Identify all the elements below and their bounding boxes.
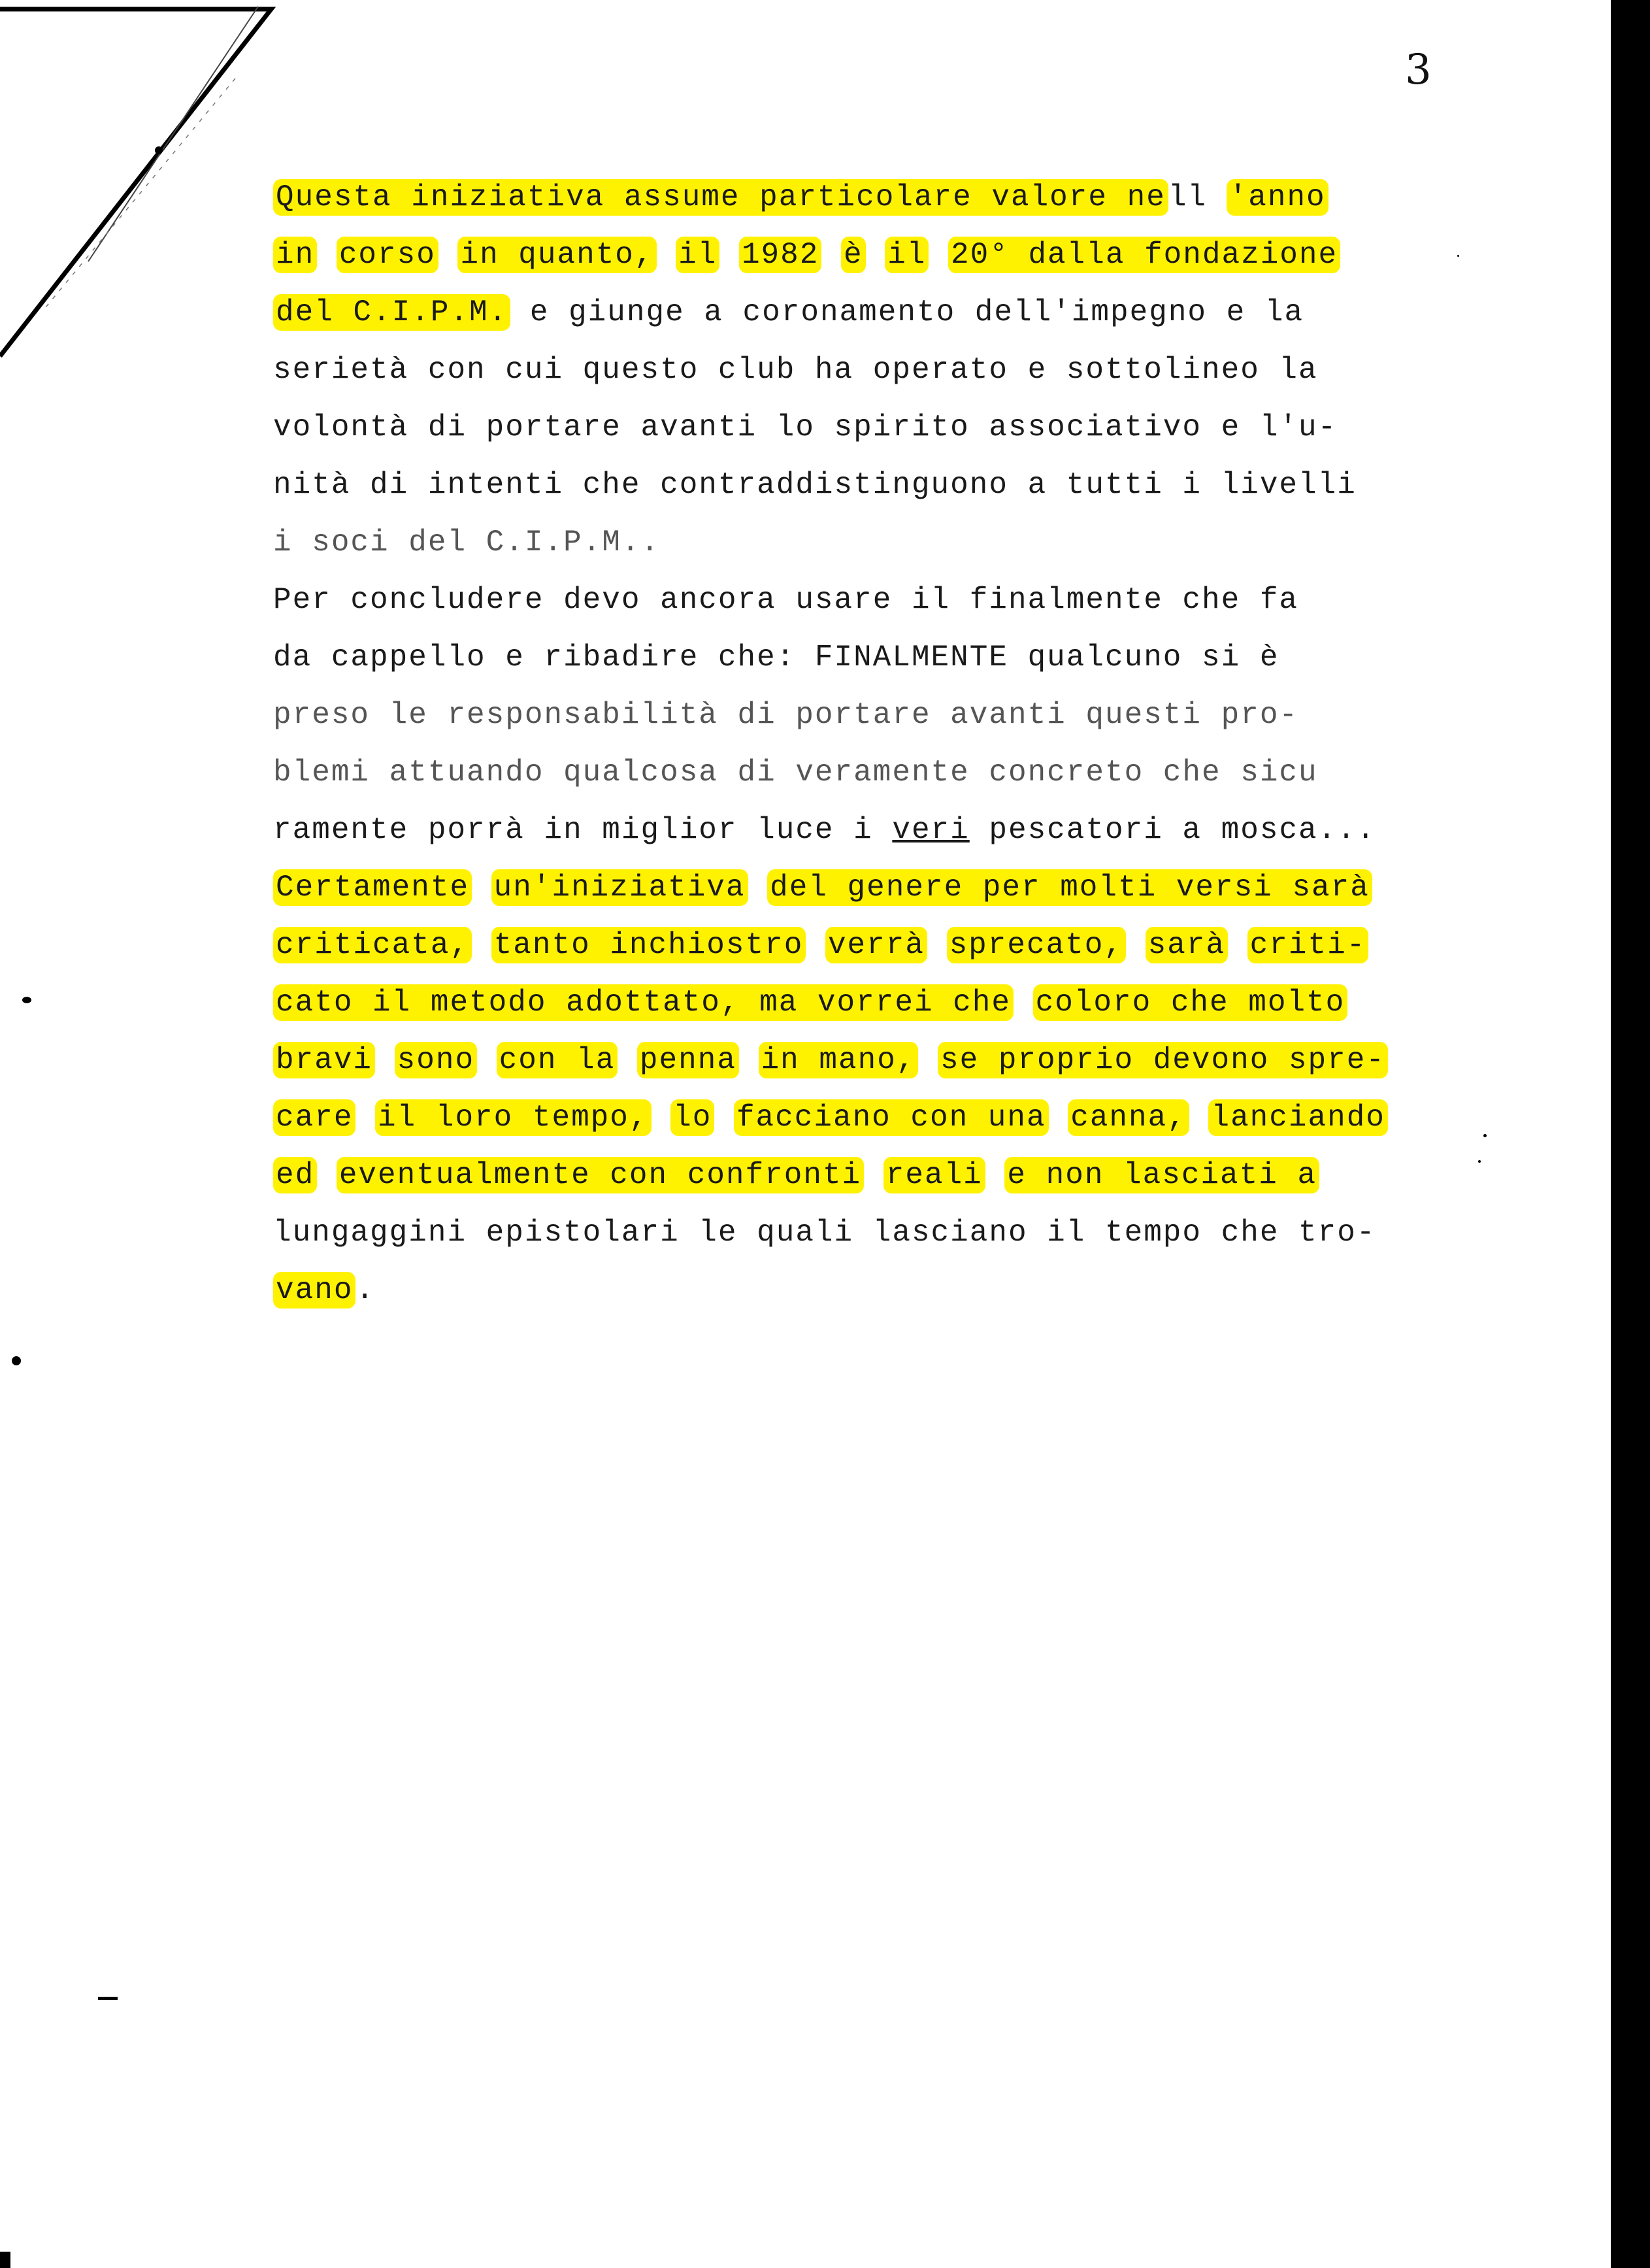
text-line (273, 1031, 1423, 1089)
text-line (273, 399, 1423, 456)
margin-dash (98, 1997, 118, 2000)
highlighted-text: cato il metodo adottato, ma vorrei che (273, 984, 1014, 1021)
text-segment (472, 871, 491, 905)
text-segment (1049, 1101, 1068, 1135)
highlighted-text: sono (395, 1042, 477, 1078)
highlighted-text: penna (637, 1042, 739, 1078)
text-segment (739, 1043, 759, 1077)
text-segment (714, 1101, 734, 1135)
highlighted-text: verrà (825, 927, 927, 963)
text-line (273, 169, 1423, 226)
page-number: 3 (1405, 46, 1432, 94)
highlighted-text: il (676, 237, 719, 273)
text-segment (652, 1101, 671, 1135)
text-line (273, 456, 1423, 514)
highlighted-text: il loro tempo, (375, 1099, 651, 1136)
text-line (273, 571, 1423, 629)
highlighted-text: reali (883, 1157, 985, 1193)
highlighted-text: coloro che molto (1033, 984, 1348, 1021)
highlighted-text: lanciando (1208, 1099, 1387, 1136)
highlighted-text: in mano, (759, 1042, 919, 1078)
text-line (273, 1146, 1423, 1204)
highlighted-text: è (841, 237, 866, 273)
text-segment (1126, 928, 1146, 962)
text-segment: ramente porrà in miglior luce i (273, 813, 893, 847)
highlighted-text: del genere per molti versi sarà (767, 869, 1372, 906)
body-text (273, 169, 1423, 1319)
text-segment: serietà con cui questo club ha operato e sottolineo la (273, 353, 1318, 387)
text-segment (1189, 1101, 1209, 1135)
highlighted-text: del C.I.P.M. (273, 294, 510, 331)
highlighted-text: corso (337, 237, 438, 273)
text-line (273, 284, 1423, 341)
margin-speck (1478, 1160, 1481, 1163)
highlighted-text: lo (670, 1099, 714, 1136)
text-segment (1014, 986, 1033, 1020)
text-segment: volontà di portare avanti lo spirito associativo e l'u- (273, 410, 1338, 444)
scan-edge-right (1611, 0, 1650, 2268)
highlighted-text: e non lasciati a (1004, 1157, 1319, 1193)
text-segment: blemi attuando qualcosa di veramente concreto che sicu (273, 756, 1318, 790)
text-line (273, 226, 1423, 284)
text-line (273, 629, 1423, 686)
highlighted-text: il (885, 237, 929, 273)
highlighted-text: care (273, 1099, 355, 1136)
margin-speck (22, 997, 31, 1003)
highlighted-text: sarà (1146, 927, 1228, 963)
text-segment: ll (1168, 180, 1227, 214)
text-line (273, 686, 1423, 744)
text-segment: preso le responsabilità di portare avanti questi pro- (273, 698, 1299, 732)
text-line (273, 1204, 1423, 1261)
text-segment (864, 1158, 883, 1192)
highlighted-text: vano (273, 1272, 355, 1309)
text-segment: lungaggini epistolari le quali lasciano il tempo che tro- (273, 1216, 1376, 1250)
margin-speck (1457, 255, 1459, 257)
text-line (273, 341, 1423, 399)
text-segment: da cappello e ribadire che: FINALMENTE qualcuno si è (273, 641, 1279, 675)
text-line (273, 916, 1423, 974)
highlighted-text: bravi (273, 1042, 375, 1078)
text-segment (355, 1101, 375, 1135)
text-segment: pescatori a mosca... (969, 813, 1376, 847)
text-line (273, 801, 1423, 859)
highlighted-text: 20° dalla fondazione (948, 237, 1340, 273)
text-segment: Per concludere devo ancora usare il finalmente che fa (273, 583, 1299, 617)
highlighted-text: criticata, (273, 927, 472, 963)
text-segment (317, 1158, 337, 1192)
text-segment (719, 238, 739, 272)
highlighted-text: Questa iniziativa assume particolare valore ne (273, 179, 1168, 216)
text-segment (1228, 928, 1247, 962)
text-segment: . (355, 1273, 376, 1307)
highlighted-text: un'iniziativa (491, 869, 748, 906)
highlighted-text: 1982 (739, 237, 821, 273)
text-segment (375, 1043, 395, 1077)
text-line (273, 859, 1423, 916)
text-segment (472, 928, 491, 962)
text-segment (618, 1043, 637, 1077)
highlighted-text: se proprio devono spre- (938, 1042, 1388, 1078)
text-segment (927, 928, 947, 962)
text-segment (477, 1043, 497, 1077)
highlighted-text: canna, (1068, 1099, 1189, 1136)
text-segment (918, 1043, 938, 1077)
margin-speck (12, 1356, 21, 1365)
highlighted-text: criti- (1247, 927, 1369, 963)
text-line (273, 744, 1423, 801)
text-segment: e giunge a coronamento dell'impegno e la (510, 295, 1304, 329)
highlighted-text: facciano con una (734, 1099, 1049, 1136)
text-segment: i soci del C.I.P.M.. (273, 525, 661, 559)
highlighted-text: sprecato, (947, 927, 1126, 963)
text-segment (317, 238, 337, 272)
highlighted-text: tanto inchiostro (491, 927, 806, 963)
highlighted-text: eventualmente con confronti (337, 1157, 864, 1193)
text-segment (985, 1158, 1005, 1192)
highlighted-text: 'anno (1227, 179, 1328, 216)
margin-corner-mark (0, 2252, 10, 2268)
highlighted-text: ed (273, 1157, 317, 1193)
text-segment (806, 928, 825, 962)
text-segment (657, 238, 676, 272)
text-line (273, 1261, 1423, 1319)
text-segment (438, 238, 458, 272)
text-segment (929, 238, 948, 272)
highlighted-text: con la (497, 1042, 618, 1078)
text-line (273, 974, 1423, 1031)
corner-fold-mark (0, 0, 281, 366)
text-line (273, 514, 1423, 571)
highlighted-text: in (273, 237, 317, 273)
text-segment (866, 238, 885, 272)
text-segment: veri (892, 813, 970, 847)
highlighted-text: in quanto, (457, 237, 656, 273)
text-segment: nità di intenti che contraddistinguono a tutti i livelli (273, 468, 1357, 502)
text-line (273, 1089, 1423, 1146)
margin-speck (1483, 1134, 1487, 1137)
highlighted-text: Certamente (273, 869, 472, 906)
text-segment (748, 871, 768, 905)
text-segment (821, 238, 841, 272)
